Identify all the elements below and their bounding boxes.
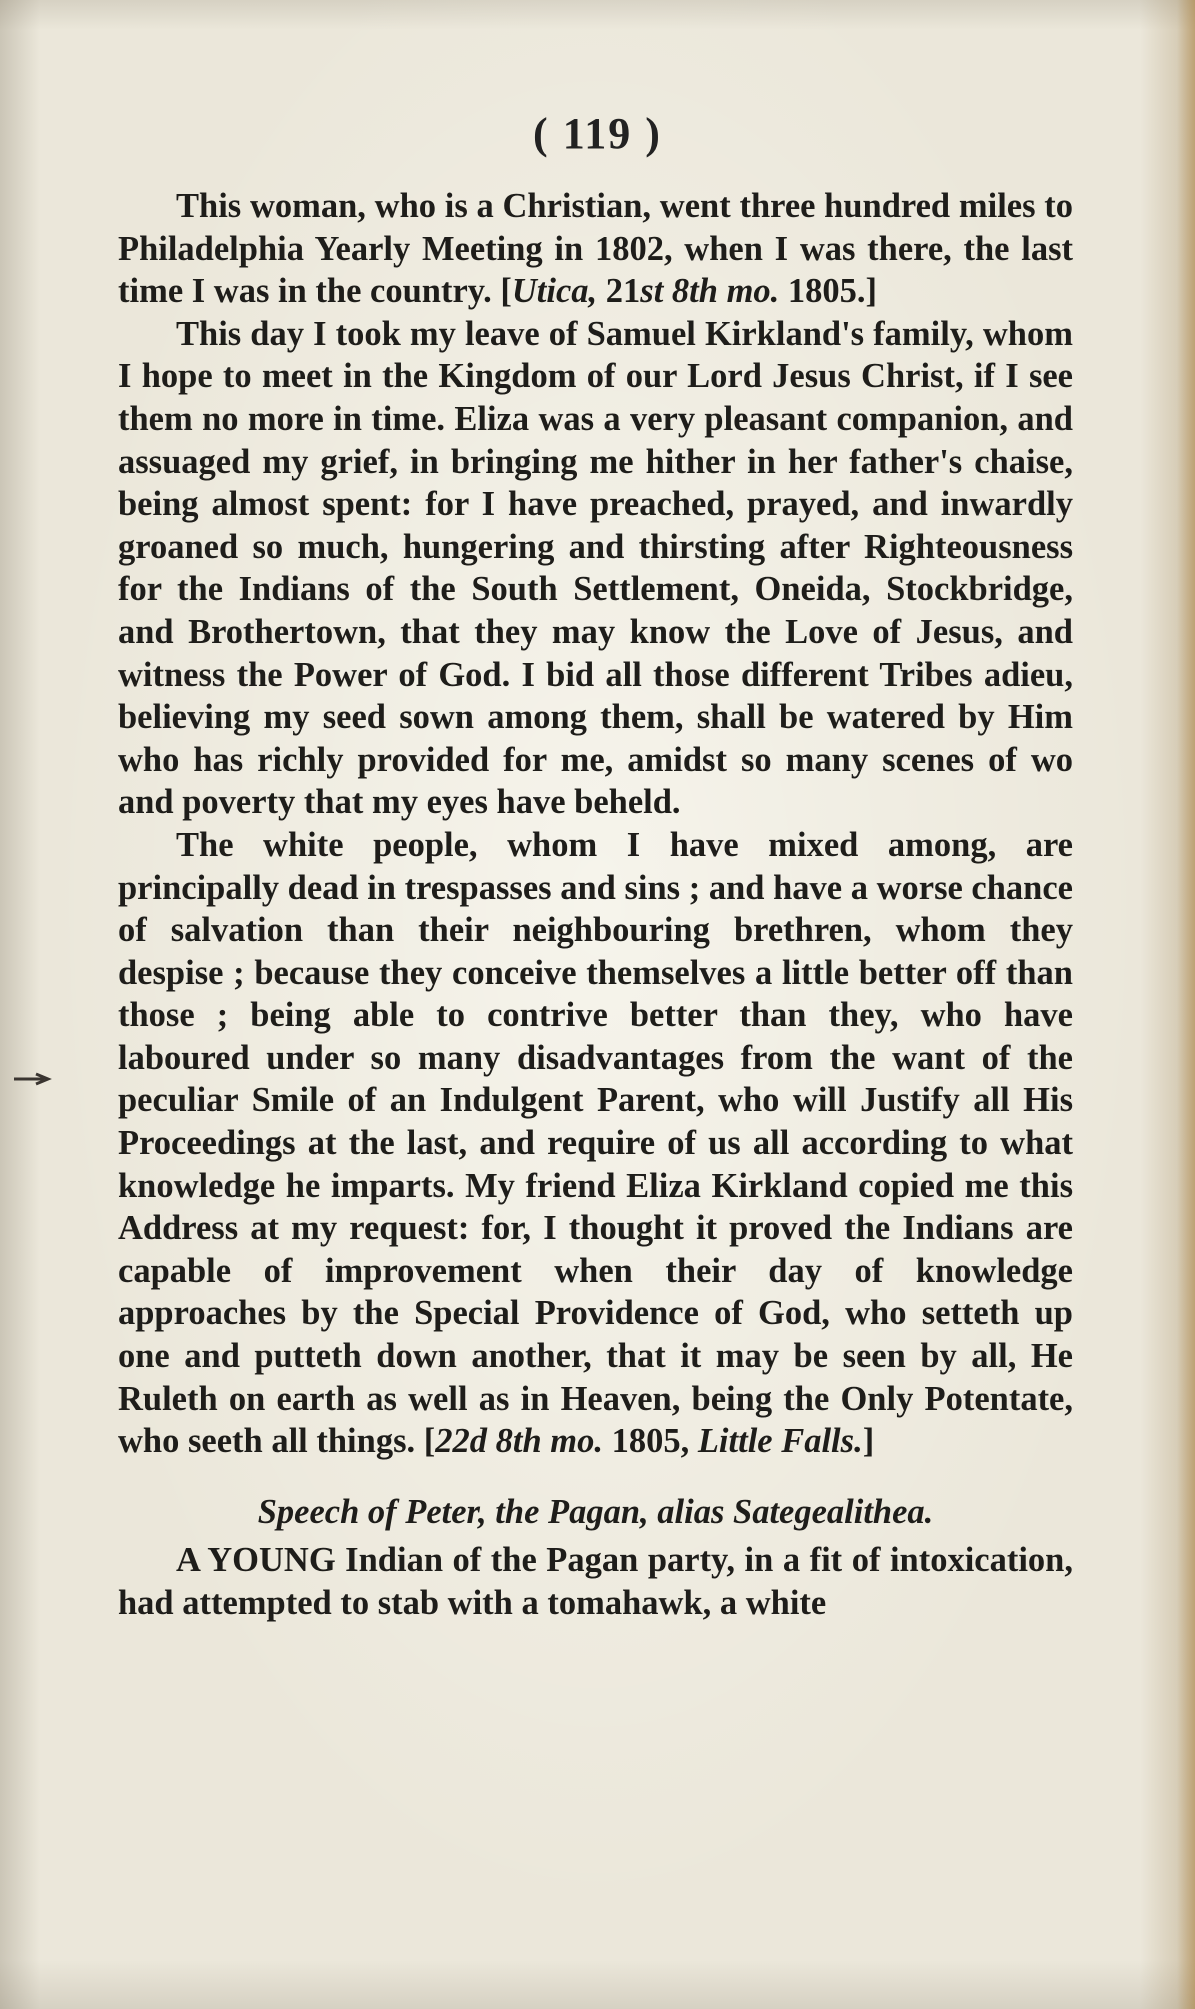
paragraph-1-year: 1805.] — [779, 272, 878, 311]
page-edge-stain — [1177, 0, 1195, 2009]
paragraph-3-year: 1805, — [602, 1422, 690, 1461]
paragraph-3-place: Little Falls. — [697, 1422, 863, 1461]
paragraph-1 — [118, 185, 1073, 313]
paragraph-3-bracket-close: ] — [862, 1422, 875, 1461]
paragraph-1-month: 8th mo. — [671, 272, 780, 311]
paragraph-3 — [118, 824, 1073, 1463]
page-number: ( 119 ) — [533, 109, 662, 158]
body-text — [118, 185, 1073, 1625]
paragraph-4: A YOUNG Indian of the Pagan party, in a fit of intoxication, had attempted to stab with a tomahawk, a white — [118, 1541, 1073, 1622]
paragraph-1-day-suffix: st — [640, 272, 664, 311]
margin-arrow-icon — [14, 1072, 54, 1086]
paragraph-3-date: 22d 8th mo. — [435, 1422, 603, 1461]
paragraph-1-bracket: [ — [500, 272, 512, 311]
paragraph-1-day: 21 — [597, 272, 641, 311]
paragraph-1-place: Utica, — [511, 272, 598, 311]
paragraph-1-text: This woman, who is a Christian, went three hundred miles to Philadelphia Yearly Meeting in 1802, when I was there, the last time I was in the country. — [118, 187, 1073, 311]
speech-heading: Speech of Peter, the Pagan, alias Sategealithea. — [257, 1492, 934, 1531]
paragraph-3-text: The white people, whom I have mixed among, are principally dead in trespasses and sins ; and have a worse chance of salvation than their neighbouring brethren, whom they despise ; because they conceive themselves a little better off than those ; being able to contrive better than they, who have laboured under so many disadvantages from the want of the peculiar Smile of an Indulgent Parent, who will Justify all His Proceedings at the last, and require of us all according to what knowledge he imparts. My friend Eliza Kirkland copied me this Address at my request: for, I thought it proved the Indians are capable of improvement when their day of knowledge approaches by the Special Providence of God, who setteth up one and putteth down another, that it may be seen by all, He Ruleth on earth as well as in Heaven, being the Only Potentate, who seeth all things. — [118, 825, 1073, 1461]
paragraph-2: This day I took my leave of Samuel Kirkland's family, whom I hope to meet in the Kingdom of our Lord Jesus Christ, if I see them no more in time. Eliza was a very pleasant companion, and assuaged my grief, in bringing me hither in her father's chaise, being almost spent: for I have preached, prayed, and inwardly groaned so much, hungering and thirsting after Righteousness for the Indians of the South Settlement, Oneida, Stockbridge, and Brothertown, that they may know the Love of Jesus, and witness the Power of God. I bid all those different Tribes adieu, believing my seed sown among them, shall be watered by Him who has richly provided for me, amidst so many scenes of wo and poverty that my eyes have beheld. — [118, 314, 1073, 822]
paragraph-3-bracket: [ — [423, 1422, 436, 1461]
